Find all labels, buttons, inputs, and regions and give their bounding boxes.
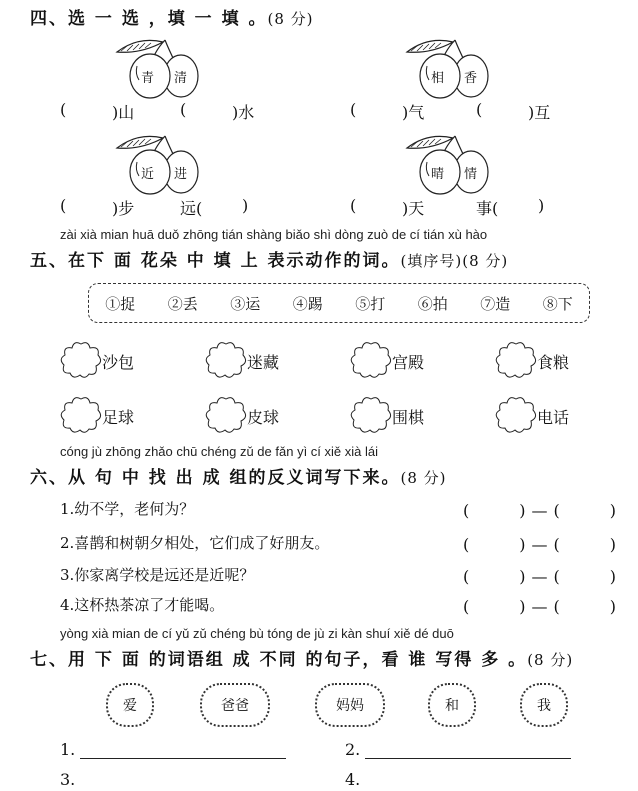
- answer-blank[interactable]: [70, 196, 106, 216]
- flower-icon: [203, 395, 249, 435]
- cherry-char: 情: [464, 167, 478, 182]
- verb-option: ③运: [230, 294, 261, 313]
- cherry-char: 清: [174, 71, 188, 86]
- blank-close: ): [242, 196, 249, 215]
- answer-blank[interactable]: [502, 196, 538, 216]
- flower-word: 食粮: [537, 353, 570, 372]
- blank-close: ): [538, 196, 545, 215]
- flower-answer-box[interactable]: [493, 395, 539, 435]
- flower-icon: [348, 395, 394, 435]
- flower-word: 宫殿: [392, 353, 425, 372]
- section6-pinyin: cóng jù zhōng zhǎo chū chéng zǔ de fǎn yì cí xiě xià lái: [60, 444, 378, 459]
- blank-close: )互: [528, 103, 551, 122]
- cherry-icon: [403, 38, 503, 100]
- blank-open: (: [60, 100, 67, 119]
- blank-close: )山: [112, 103, 135, 122]
- cherry-char: 晴: [431, 167, 445, 182]
- sentence-item: 4.这杯热茶凉了才能喝。: [60, 596, 225, 614]
- cherry-icon: [113, 134, 213, 196]
- section6-title: [30, 463, 447, 488]
- flower-icon: [493, 395, 539, 435]
- sentence-item: 3.你家离学校是远还是近呢？: [60, 566, 255, 584]
- blank-open: (: [180, 100, 187, 119]
- section7-pinyin: yòng xià mian de cí yǔ zǔ chéng bù tóng de jù zi kàn shuí xiě dé duō: [60, 626, 454, 641]
- sentence-item: 2.喜鹊和树朝夕相处，它们成了好朋友。: [60, 534, 330, 552]
- flower-word: 迷藏: [247, 353, 280, 372]
- cherry-icon: [113, 38, 213, 100]
- flower-icon: [493, 340, 539, 380]
- flower-icon: [58, 395, 104, 435]
- flower-word: 围棋: [392, 408, 425, 427]
- word-card: 爱: [106, 683, 154, 727]
- section5-title-text: 五、在下 面 花朵 中 填 上 表示动作的词。: [30, 251, 401, 271]
- verb-option: ⑥拍: [417, 294, 448, 313]
- antonym-answer-blank[interactable]: ( )—( ): [463, 535, 622, 554]
- word-card: 我: [520, 683, 568, 727]
- section5-pinyin: zài xià mian huā duǒ zhōng tián shàng biǎo shì dòng zuò de cí tián xù hào: [60, 227, 488, 242]
- section7-title: [30, 645, 573, 670]
- section4-score: (8 分): [267, 10, 314, 28]
- verb-option: ①捉: [105, 294, 136, 313]
- answer-blank[interactable]: [486, 100, 522, 120]
- flower-answer-box[interactable]: [493, 340, 539, 380]
- verb-option: ⑤打: [355, 294, 386, 313]
- flower-answer-box[interactable]: [348, 395, 394, 435]
- verb-options-box: [88, 283, 590, 323]
- section7-title-text: 七、用 下 面 的词语组 成 不同 的句子，看 谁 写得 多 。: [30, 650, 528, 670]
- flower-answer-box[interactable]: [203, 340, 249, 380]
- flower-icon: [203, 340, 249, 380]
- sentence-number: 4.: [345, 770, 361, 789]
- sentence-number: 1.: [60, 740, 76, 759]
- cherry-char: 相: [431, 71, 445, 86]
- sentence-number: 2.: [345, 740, 361, 759]
- cherry-char: 香: [464, 71, 478, 86]
- verb-option: ④踢: [292, 294, 323, 313]
- flower-icon: [348, 340, 394, 380]
- sentence-item: 1.幼不学，老何为？: [60, 500, 195, 518]
- blank-close: )天: [402, 199, 425, 218]
- section4-title-text: 四、选 一 选 ，填 一 填 。: [30, 9, 268, 29]
- verb-option: ②丢: [167, 294, 198, 313]
- flower-word: 皮球: [247, 408, 280, 427]
- flower-word: 足球: [102, 408, 135, 427]
- word-card: 妈妈: [315, 683, 385, 727]
- cherry-illustration: [403, 134, 503, 196]
- verb-option: ⑧下: [542, 294, 573, 313]
- cherry-char: 近: [141, 167, 155, 182]
- antonym-answer-blank[interactable]: ( )—( ): [463, 567, 622, 586]
- verb-option: ⑦造: [480, 294, 511, 313]
- blank-close: )水: [232, 103, 255, 122]
- flower-word: 电话: [537, 408, 570, 427]
- blank-open: (: [60, 196, 67, 215]
- flower-answer-box[interactable]: [203, 395, 249, 435]
- blank-open: 事(: [476, 199, 499, 218]
- word-card: 爸爸: [200, 683, 270, 727]
- sentence-answer-line[interactable]: [80, 758, 286, 759]
- blank-close: )气: [402, 103, 425, 122]
- section7-score: (8 分): [527, 651, 574, 669]
- cherry-illustration: [403, 38, 503, 100]
- blank-open: (: [350, 100, 357, 119]
- answer-blank[interactable]: [206, 196, 242, 216]
- antonym-answer-blank[interactable]: ( )—( ): [463, 597, 622, 616]
- sentence-answer-line[interactable]: [365, 758, 571, 759]
- section5-title: [30, 246, 508, 271]
- cherry-char: 青: [141, 71, 155, 86]
- flower-answer-box[interactable]: [58, 395, 104, 435]
- section6-score: (8 分): [400, 469, 447, 487]
- section4-title: [30, 4, 314, 29]
- answer-blank[interactable]: [360, 100, 396, 120]
- cherry-illustration: [113, 134, 213, 196]
- blank-open: 远(: [180, 199, 203, 218]
- answer-blank[interactable]: [360, 196, 396, 216]
- cherry-illustration: [113, 38, 213, 100]
- cherry-char: 进: [174, 167, 188, 182]
- sentence-number: 3.: [60, 770, 76, 789]
- flower-word: 沙包: [102, 353, 135, 372]
- blank-open: (: [350, 196, 357, 215]
- blank-close: )步: [112, 199, 135, 218]
- answer-blank[interactable]: [70, 100, 106, 120]
- blank-open: (: [476, 100, 483, 119]
- word-card: 和: [428, 683, 476, 727]
- flower-answer-box[interactable]: [58, 340, 104, 380]
- section5-score: (填序号)(8 分): [400, 252, 509, 270]
- cherry-icon: [403, 134, 503, 196]
- flower-icon: [58, 340, 104, 380]
- answer-blank[interactable]: [190, 100, 226, 120]
- section6-title-text: 六、从 句 中 找 出 成 组的反义词写下来。: [30, 468, 401, 488]
- antonym-answer-blank[interactable]: ( )—( ): [463, 501, 622, 520]
- flower-answer-box[interactable]: [348, 340, 394, 380]
